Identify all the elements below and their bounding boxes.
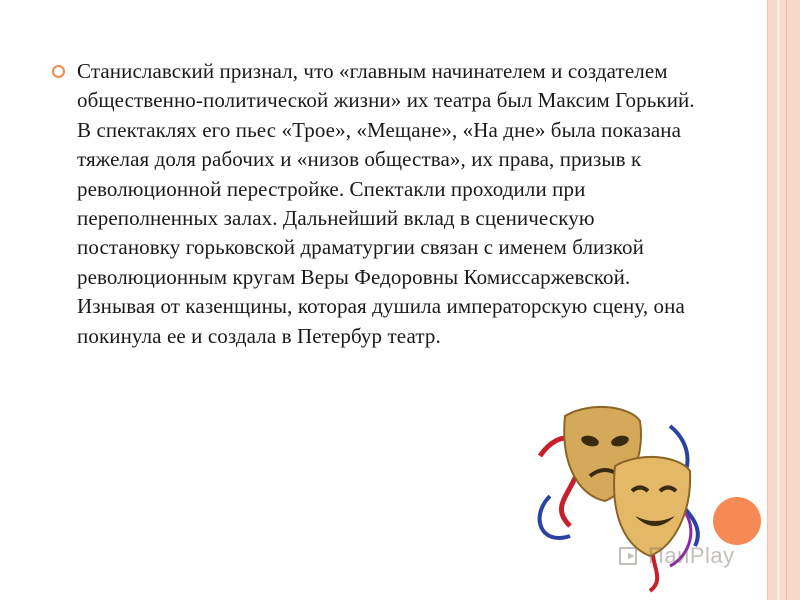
right-decorative-stripe — [767, 0, 800, 600]
logo-text: ПаиPlay — [648, 543, 735, 568]
body-paragraph: Станиславский признал, что «главным начинателем и создателем общественно-политической жизни» их театра был Максим Горький. В спектаклях его пьес «Трое», «Мещане», «На дне» была показана тяжелая доля рабочих и «низов общества», их права, призыв к революционной перестройке. Спектакли проходили при переполненных залах. Дальнейший вклад в сценическую постановку горьковской драматургии связан с именем близкой революционным кругам Веры Федоровны Комиссаржевской. Изнывая от казенщины, которая душила императорскую сцену, она покинула ее и создала в Петербур театр. — [77, 59, 695, 348]
bullet-item — [52, 57, 712, 351]
logo-icon — [618, 544, 642, 568]
logo — [618, 538, 756, 574]
slide-content — [52, 57, 712, 351]
bullet-icon — [52, 65, 65, 78]
